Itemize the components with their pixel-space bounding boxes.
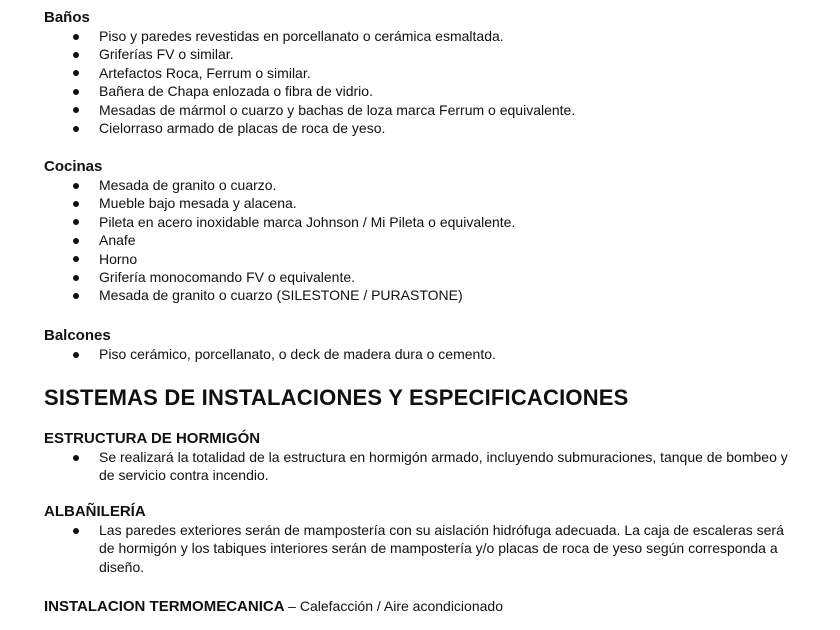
section-albanileria [44, 503, 800, 576]
heading-sistemas: SISTEMAS DE INSTALACIONES Y ESPECIFICACIONES [44, 385, 629, 410]
list-item: Anafe [44, 231, 800, 249]
list-item: Pileta en acero inoxidable marca Johnson / Mi Pileta o equivalente. [44, 213, 800, 231]
heading-balcones: Balcones [44, 327, 111, 344]
list-item: Mesadas de mármol o cuarzo y bachas de loza marca Ferrum o equivalente. [44, 101, 800, 119]
list-item: Mesada de granito o cuarzo. [44, 176, 800, 194]
section-sistemas [44, 385, 800, 411]
heading-termomecanica [44, 597, 800, 616]
heading-estructura: ESTRUCTURA DE HORMIGÓN [44, 430, 261, 447]
list-item: Mesada de granito o cuarzo (SILESTONE / PURASTONE) [44, 286, 800, 304]
list-item: Bañera de Chapa enlozada o fibra de vidrio. [44, 82, 800, 100]
list-item: Mueble bajo mesada y alacena. [44, 194, 800, 212]
list-item: Piso cerámico, porcellanato, o deck de madera dura o cemento. [44, 345, 800, 363]
section-cocinas [44, 158, 800, 305]
list-estructura [44, 448, 800, 485]
list-item: Grifería monocomando FV o equivalente. [44, 268, 800, 286]
section-banos [44, 9, 800, 137]
heading-termomecanica-subtitle: – Calefacción / Aire acondicionado [288, 598, 503, 614]
list-item: Artefactos Roca, Ferrum o similar. [44, 64, 800, 82]
section-termomecanica [44, 597, 800, 616]
list-item: Griferías FV o similar. [44, 45, 800, 63]
heading-banos: Baños [44, 9, 90, 26]
section-balcones [44, 327, 800, 363]
list-item: Piso y paredes revestidas en porcellanato o cerámica esmaltada. [44, 27, 800, 45]
list-item: Se realizará la totalidad de la estructura en hormigón armado, incluyendo submuraciones, tanque de bombeo y de servicio contra incendio. [44, 448, 800, 485]
heading-termomecanica-title: INSTALACION TERMOMECANICA [44, 598, 284, 615]
section-estructura [44, 430, 800, 485]
list-albanileria [44, 521, 800, 576]
list-item: Las paredes exteriores serán de mampostería con su aislación hidrófuga adecuada. La caja de escaleras será de hormigón y los tabiques interiores serán de mampostería y/o placas de roca de yeso según corresponda a diseño. [44, 521, 800, 576]
list-banos [44, 27, 800, 137]
list-item: Horno [44, 250, 800, 268]
heading-albanileria: ALBAÑILERÍA [44, 503, 146, 520]
list-balcones [44, 345, 800, 363]
list-item: Cielorraso armado de placas de roca de yeso. [44, 119, 800, 137]
list-cocinas [44, 176, 800, 305]
heading-cocinas: Cocinas [44, 158, 103, 175]
